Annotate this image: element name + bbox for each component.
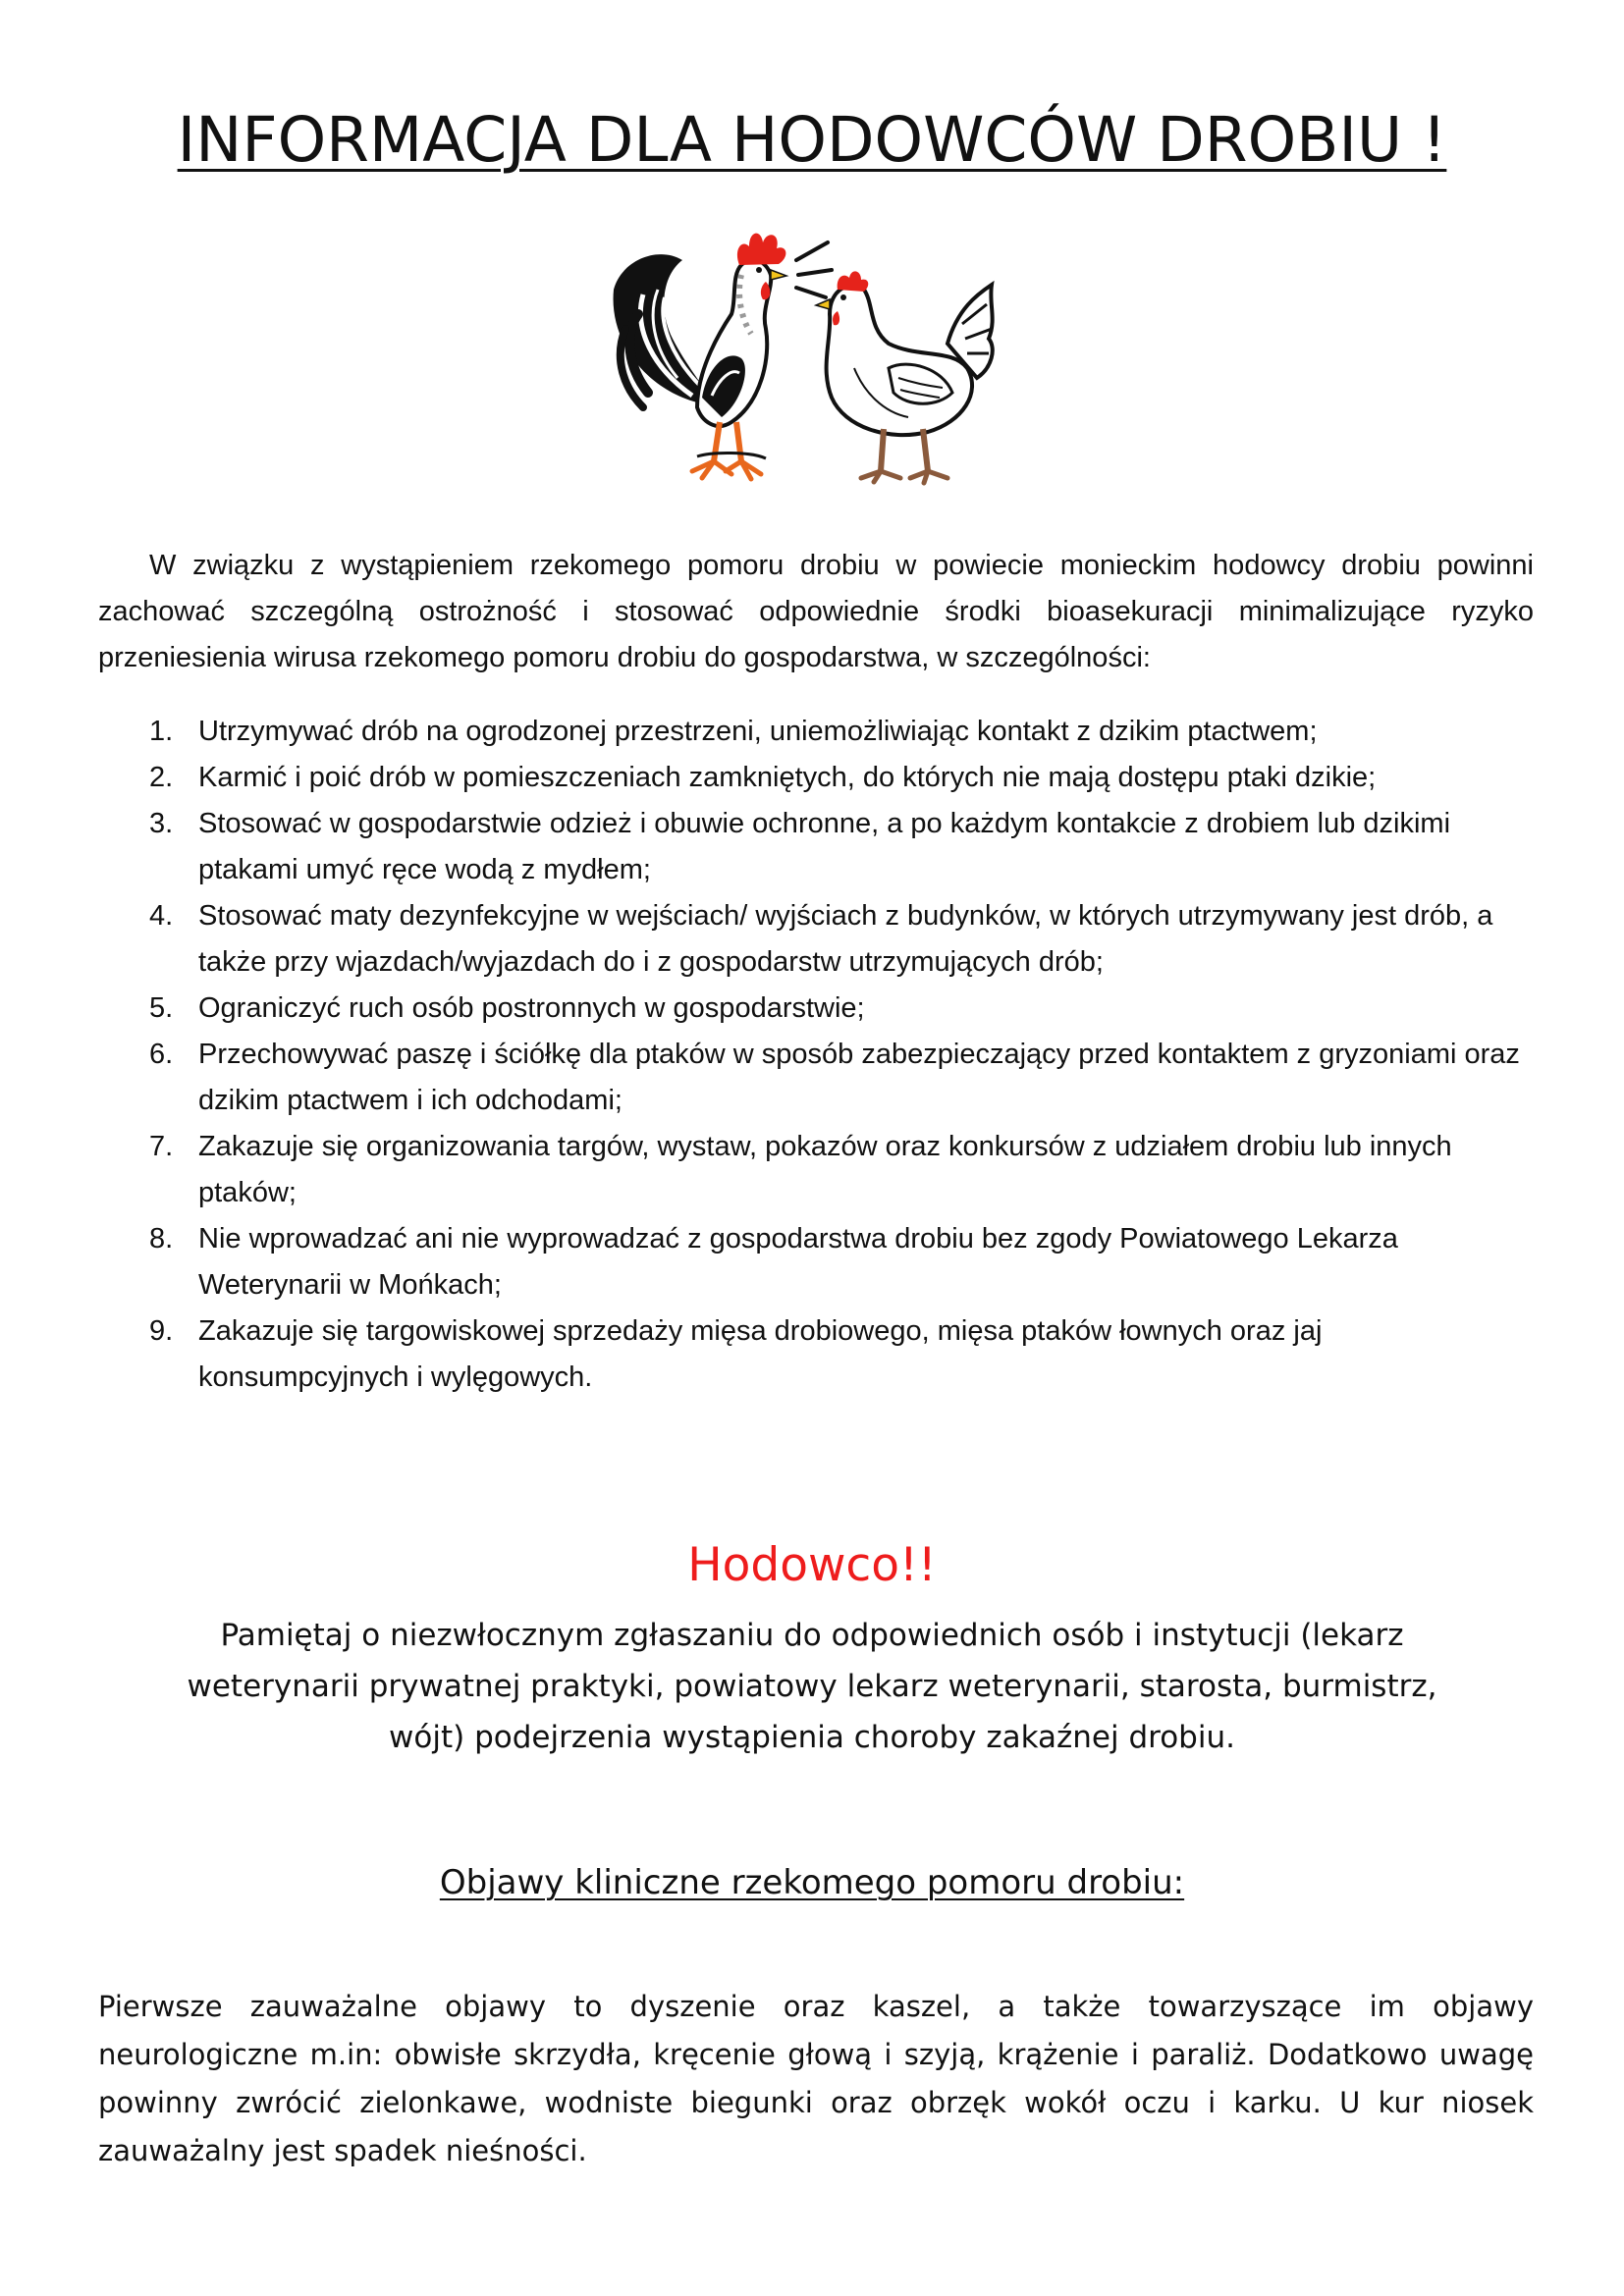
list-item-text: Zakazuje się targowiskowej sprzedaży mięsa drobiowego, mięsa ptaków łownych oraz jaj konsumpcyjnych i wylęgowych.	[198, 1315, 1323, 1393]
rooster-icon	[614, 234, 832, 479]
list-item-number: 4.	[149, 900, 174, 932]
list-item-number: 3.	[149, 808, 174, 839]
list-item-number: 8.	[149, 1223, 174, 1255]
biosecurity-measures-list	[98, 709, 1534, 1401]
list-item-text: Stosować w gospodarstwie odzież i obuwie ochronne, a po każdym kontakcie z drobiem lub dzikimi ptakami umyć ręce wodą z mydłem;	[198, 808, 1451, 885]
list-item-number: 5.	[149, 992, 174, 1024]
intro-paragraph: W związku z wystąpieniem rzekomego pomoru drobiu w powiecie monieckim hodowcy drobiu powinni zachować szczególną ostrożność i stosować odpowiednie środki bioasekuracji minimalizujące ryzyko przeniesienia wirusa rzekomego pomoru drobiu do gospodarstwa, w szczególności:	[98, 550, 1534, 673]
symptoms-paragraph: Pierwsze zauważalne objawy to dyszenie oraz kaszel, a także towarzyszące im objawy neurologiczne m.in: obwisłe skrzydła, kręcenie głową i szyją, krążenie i paraliż. Dodatkowo uwagę powinny zwrócić zielonkawe, wodniste biegunki oraz obrzęk wokół oczu i karku. U kur niosek zauważalny jest spadek nieśności.	[98, 1990, 1534, 2167]
list-item	[98, 1032, 1534, 1124]
list-item-number: 1.	[149, 716, 174, 747]
list-item-text: Karmić i poić drób w pomieszczeniach zamkniętych, do których nie mają dostępu ptaki dzikie;	[198, 762, 1377, 793]
list-item-text: Zakazuje się organizowania targów, wystaw, pokazów oraz konkursów z udziałem drobiu lub innych ptaków;	[198, 1131, 1452, 1208]
poultry-illustration	[604, 221, 1006, 491]
list-item	[98, 1216, 1534, 1308]
list-item	[98, 801, 1534, 893]
list-item	[98, 709, 1534, 755]
list-item-number: 6.	[149, 1039, 174, 1070]
notice-paragraph: Pamiętaj o niezwłocznym zgłaszaniu do odpowiednich osób i instytucji (lekarz weterynarii prywatnej praktyki, powiatowy lekarz weterynarii, starosta, burmistrz, wójt) podejrzenia wystąpienia choroby zakaźnej drobiu.	[187, 1618, 1437, 1755]
list-item-number: 9.	[149, 1315, 174, 1347]
symptoms-heading-text: Objawy kliniczne rzekomego pomoru drobiu:	[439, 1863, 1185, 1902]
list-item	[98, 755, 1534, 801]
list-item-text: Utrzymywać drób na ogrodzonej przestrzeni, uniemożliwiając kontakt z dzikim ptactwem;	[198, 716, 1318, 747]
list-item	[98, 893, 1534, 986]
page-title-text: INFORMACJA DLA HODOWCÓW DROBIU !	[177, 104, 1447, 176]
list-item-text: Przechowywać paszę i ściółkę dla ptaków w sposób zabezpieczający przed kontaktem z gryzoniami oraz dzikim ptactwem i ich odchodami;	[198, 1039, 1520, 1116]
list-item	[98, 1308, 1534, 1401]
list-item	[98, 1124, 1534, 1216]
list-item-number: 2.	[149, 762, 174, 793]
symptoms-heading	[0, 1863, 1624, 1903]
page-title	[0, 103, 1624, 178]
list-item-number: 7.	[149, 1131, 174, 1162]
list-item	[98, 986, 1534, 1032]
list-item-text: Ograniczyć ruch osób postronnych w gospodarstwie;	[198, 992, 865, 1024]
notice-heading: Hodowco!!	[687, 1538, 937, 1592]
hen-icon	[816, 271, 993, 483]
list-item-text: Stosować maty dezynfekcyjne w wejściach/ wyjściach z budynków, w których utrzymywany jest drób, a także przy wjazdach/wyjazdach do i z gospodarstw utrzymujących drób;	[198, 900, 1493, 978]
list-item-text: Nie wprowadzać ani nie wyprowadzać z gospodarstwa drobiu bez zgody Powiatowego Lekarza Weterynarii w Mońkach;	[198, 1223, 1398, 1301]
